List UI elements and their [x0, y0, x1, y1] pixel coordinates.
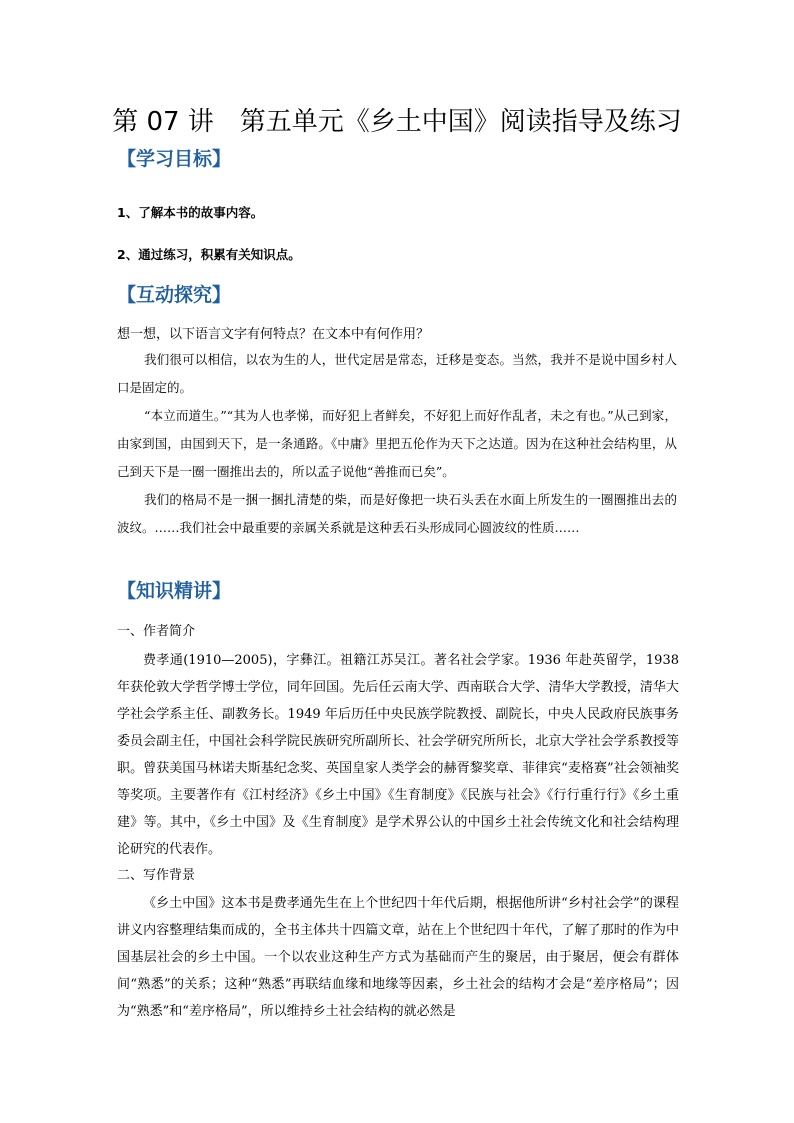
knowledge-heading: 【知识精讲】	[117, 580, 232, 602]
goal-item-1: 1、了解本书的故事内容。	[117, 205, 264, 220]
explore-heading: 【互动探究】	[117, 284, 232, 306]
author-subhead: 一、作者简介	[117, 624, 196, 639]
page-title: 第 07 讲 第五单元《乡土中国》阅读指导及练习	[112, 107, 682, 137]
quote-paragraph-1: 我们很可以相信，以农为生的人，世代定居是常态，迁移是变态。当然，我并不是说中国乡村人口是固定的。	[117, 352, 677, 395]
author-paragraph: 费孝通(1910—2005)，字彝江。祖籍江苏吴江。著名社会学家。1936 年赴英留学，1938 年获伦敦大学哲学博士学位，同年回国。先后任云南大学、西南联合大学、清华大学教授，清华大学社会学系主任、副教务长。1949 年后历任中央民族学院教授、副院长，中央人民政府民族事务委员会副主任，中国社会科学院民族研究所副所长、社会学研究所所长，北京大学社会学系教授等职。曾获美国马林诺夫斯基纪念奖、英国皇家人类学会的赫胥黎奖章、菲律宾“麦格赛”社会领袖奖等奖项。主要著作有《江村经济》《乡土中国》《生育制度》《民族与社会》《行行重行行》《乡土重建》等。其中，《乡土中国》及《生育制度》是学术界公认的中国乡土社会传统文化和社会结构理论研究的代表作。	[117, 653, 679, 857]
background-subhead: 二、写作背景	[117, 868, 196, 883]
explore-prompt: 想一想，以下语言文字有何特点？在文本中有何作用？	[117, 327, 430, 342]
goal-item-2: 2、通过练习，积累有关知识点。	[117, 247, 301, 262]
goals-heading: 【学习目标】	[117, 148, 232, 170]
background-paragraph: 《乡土中国》这本书是费孝通先生在上个世纪四十年代后期，根据他所讲“乡村社会学”的课程讲义内容整理结集而成的，全书主体共十四篇文章，站在上个世纪四十年代，了解了那时的作为中国基层社会的乡土中国。一个以农业这种生产方式为基础而产生的聚居，由于聚居，便会有群体间“熟悉”的关系；这种“熟悉”再联结血缘和地缘等因素，乡土社会的结构才会是“差序格局”；因为“熟悉”和“差序格局”，所以维持乡土社会结构的就必然是	[117, 896, 679, 1019]
quote-paragraph-2: “本立而道生。”“其为人也孝悌，而好犯上者鲜矣，不好犯上而好作乱者，未之有也。”从己到家，由家到国，由国到天下，是一条通路。《中庸》里把五伦作为天下之达道。因为在这种社会结构里，从己到天下是一圈一圈推出去的，所以孟子说他“善推而已矣”。	[117, 408, 677, 479]
quote-paragraph-3: 我们的格局不是一捆一捆扎清楚的柴，而是好像把一块石头丢在水面上所发生的一圈圈推出去的波纹。……我们社会中最重要的亲属关系就是这种丢石头形成同心圆波纹的性质……	[117, 492, 677, 535]
